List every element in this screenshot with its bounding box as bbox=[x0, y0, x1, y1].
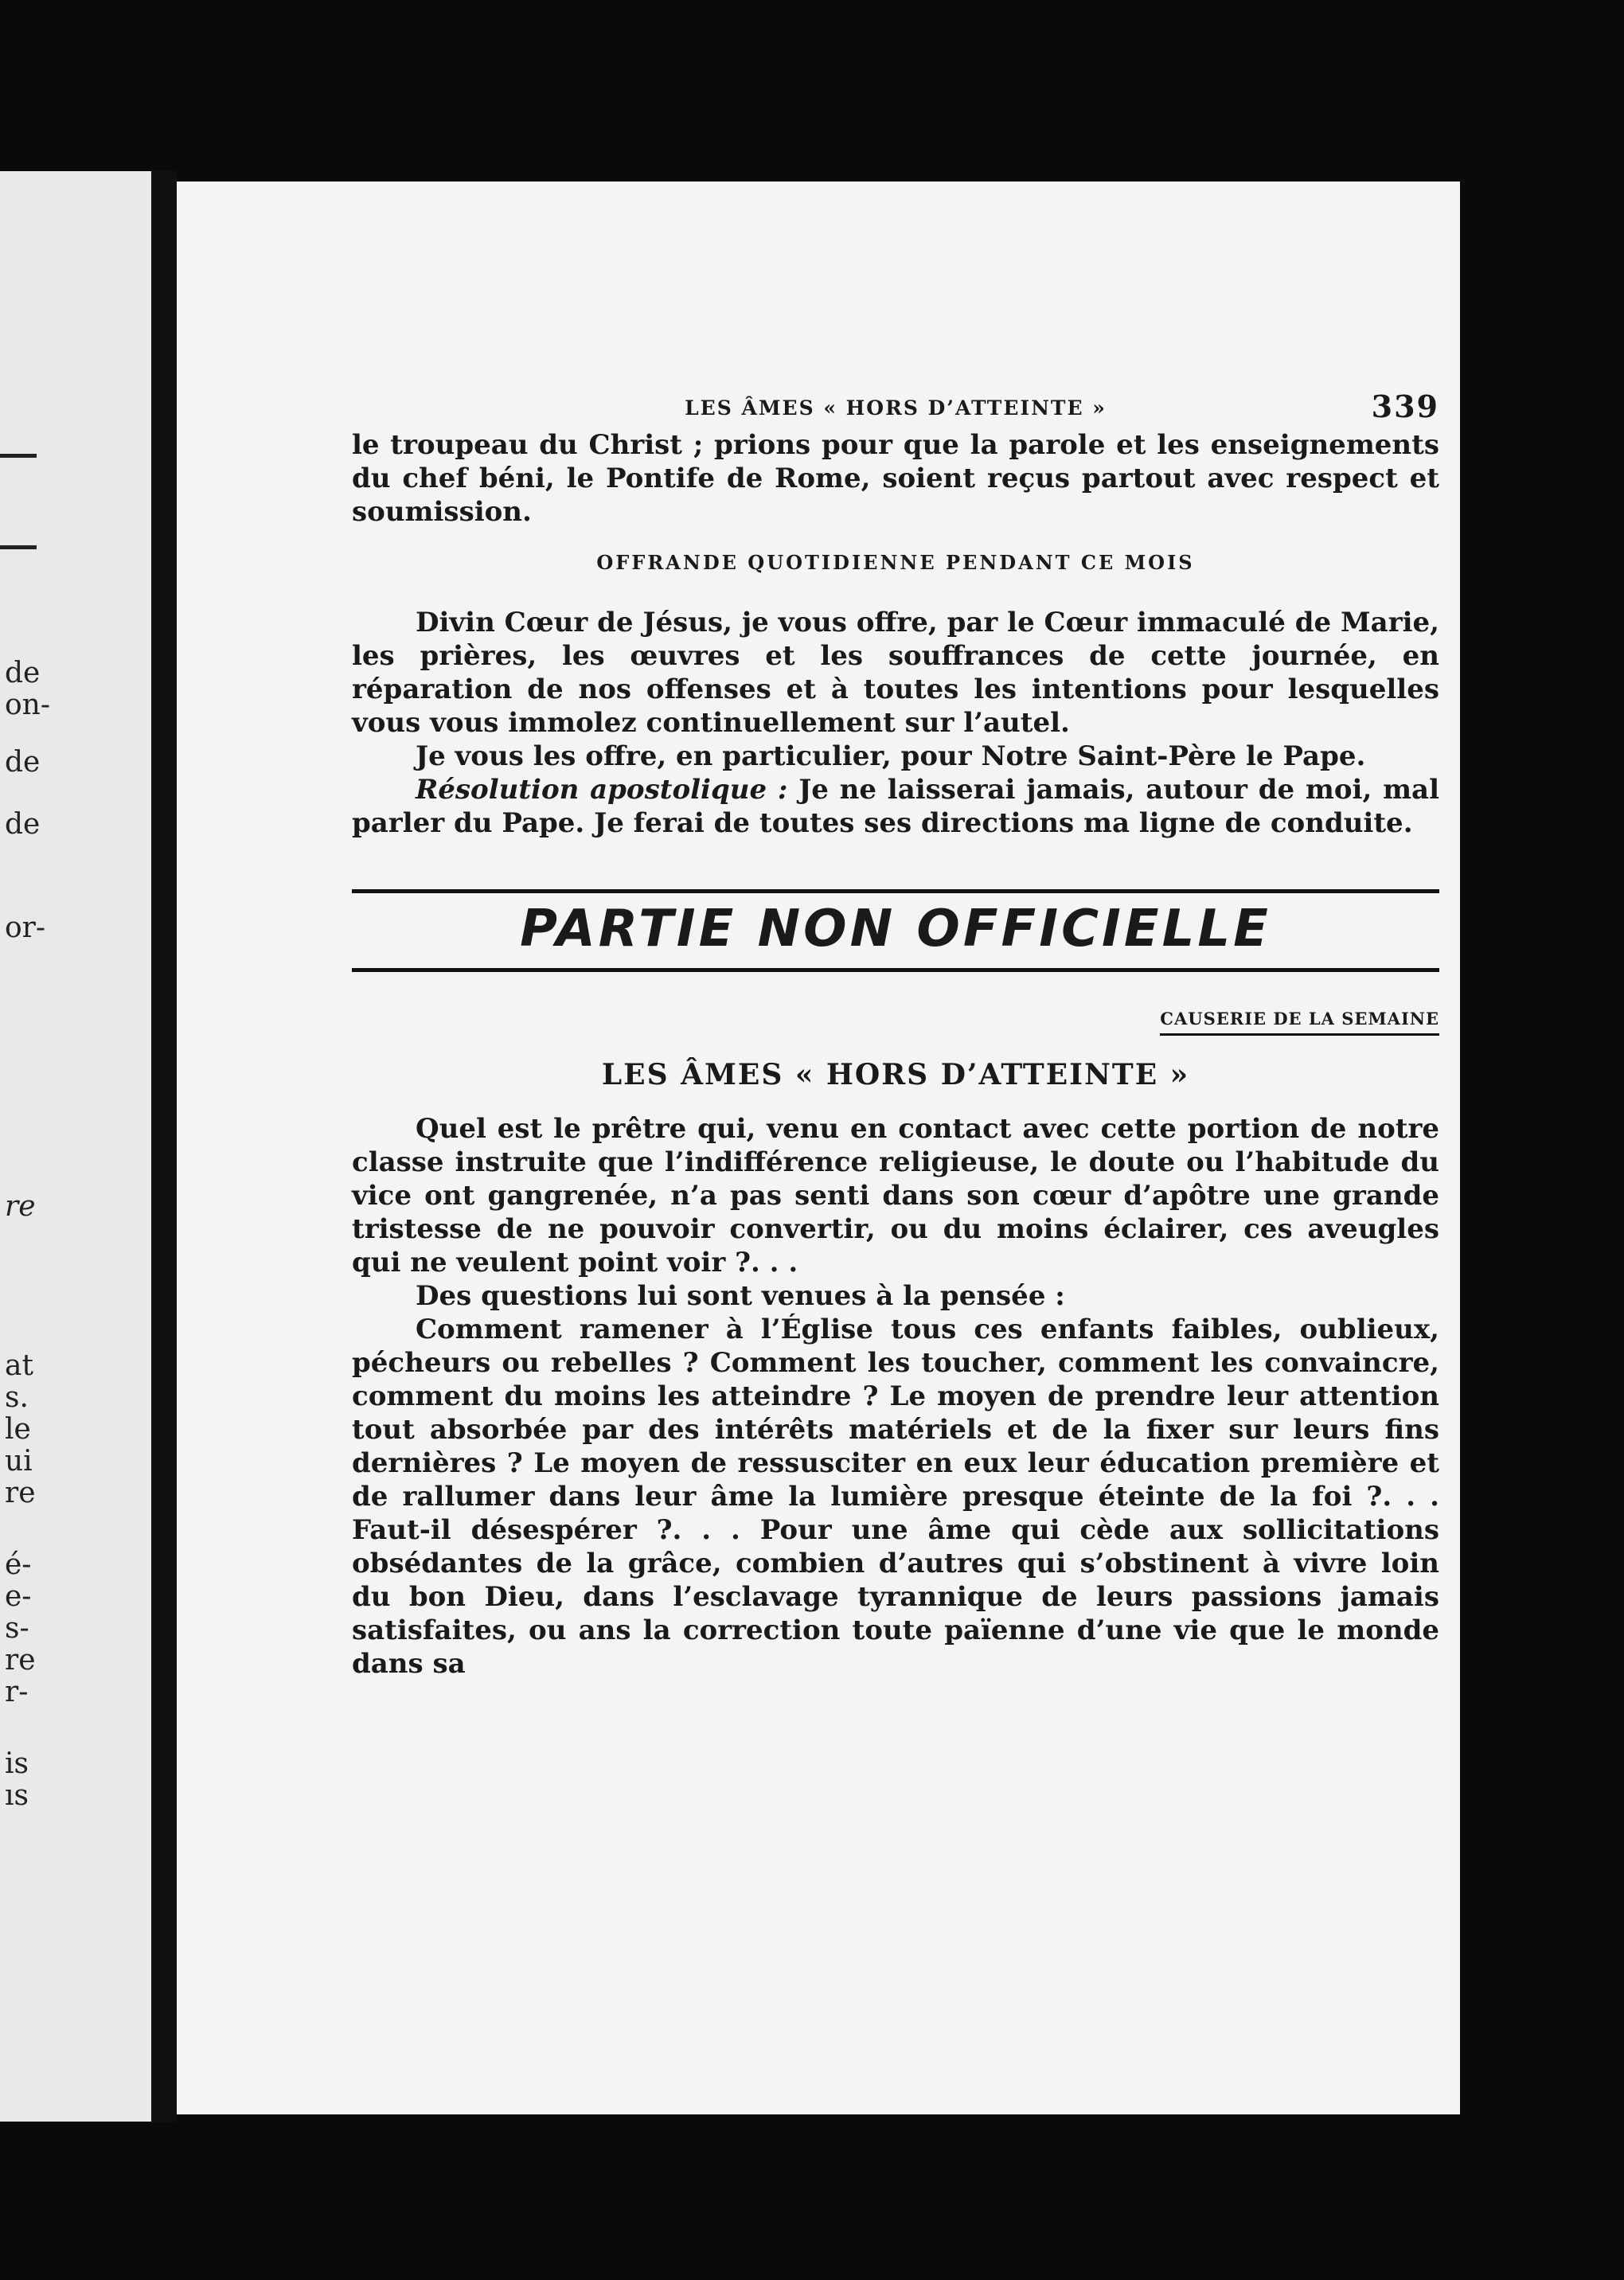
running-head bbox=[352, 388, 1439, 428]
facing-page-fragment: on- bbox=[5, 689, 51, 721]
offrande-paragraph-2: Je vous les offre, en particulier, pour Notre Saint-Père le Pape. bbox=[416, 740, 1366, 772]
facing-page-fragment: re bbox=[5, 1644, 36, 1677]
banner-rule-bottom bbox=[352, 968, 1439, 972]
facing-page-fragment: ui bbox=[5, 1445, 33, 1478]
running-head-title: LES ÂMES « HORS D’ATTEINTE » bbox=[685, 396, 1107, 420]
article-paragraph-2: Des questions lui sont venues à la pensée : bbox=[416, 1280, 1065, 1312]
section-banner-block bbox=[352, 889, 1439, 972]
facing-page-fragment: at bbox=[5, 1349, 33, 1382]
facing-page-fragment: le bbox=[5, 1413, 31, 1446]
resolution-paragraph bbox=[352, 773, 1439, 840]
facing-page-fragment: r- bbox=[5, 1676, 29, 1708]
offrande-paragraph: Divin Cœur de Jésus, je vous offre, par le Cœur immaculé de Marie, les prières, les œuvres et les souffrances de cette journée, en réparation de nos offenses et à toutes les intentions pour lesquelles vous vous immolez continuellement sur l’autel. bbox=[352, 607, 1439, 739]
facing-page-rule bbox=[0, 454, 37, 458]
book-spine bbox=[151, 171, 177, 2122]
intro-paragraph: le troupeau du Christ ; prions pour que la parole et les enseignements du chef béni, le Pontife de Rome, soient reçus partout avec respect et soumission. bbox=[352, 429, 1439, 528]
article-paragraph-3: Comment ramener à l’Église tous ces enfants faibles, oublieux, pécheurs ou rebelles ? Comment les toucher, comment les convaincre, comment du moins les atteindre ? Le moyen de prendre leur attention tout absorbée par des intérêts matériels et de la fixer sur leurs fins dernières ? Le moyen de ressusciter en eux leur éducation première et de rallumer dans leur âme la lumière presque éteinte de la foi ?. . . Faut-il désespérer ?. . . Pour une âme qui cède aux sollicitations obsédantes de la grâce, combien d’autres qui s’obstinent à vivre loin du bon Dieu, dans l’esclavage tyrannique de leurs passions jamais satisfaites, ou ans la correction toute païenne d’une vie que le monde dans sa bbox=[352, 1314, 1439, 1680]
resolution-text: Je ne laisserai jamais, autour de moi, mal parler du Pape. Je ferai de toutes ses directions ma ligne de conduite. bbox=[352, 774, 1439, 839]
facing-page-rule bbox=[0, 545, 37, 549]
facing-page-fragment: de bbox=[5, 657, 41, 689]
facing-page-edge bbox=[0, 171, 159, 2122]
book-page bbox=[177, 182, 1460, 2114]
facing-page-fragment: or- bbox=[5, 912, 46, 944]
facing-page-fragment: de bbox=[5, 808, 41, 841]
facing-page-fragment: e- bbox=[5, 1580, 32, 1613]
facing-page-fragment: s- bbox=[5, 1612, 29, 1645]
causerie-wrap bbox=[352, 1009, 1439, 1036]
facing-page-fragment: re bbox=[5, 1190, 36, 1223]
article-title: LES ÂMES « HORS D’ATTEINTE » bbox=[601, 1058, 1190, 1091]
resolution-label: Résolution apostolique : bbox=[416, 774, 788, 806]
facing-page-fragment: s. bbox=[5, 1381, 29, 1414]
causerie-label: CAUSERIE DE LA SEMAINE bbox=[1160, 1009, 1439, 1036]
page-number: 339 bbox=[1371, 388, 1439, 424]
page-content bbox=[352, 388, 1439, 1681]
article-paragraph-1: Quel est le prêtre qui, venu en contact avec cette portion de notre classe instruite que l’indifférence religieuse, le doute ou l’habitude du vice ont gangrenée, n’a pas senti dans son cœur d’apôtre une grande tristesse de ne pouvoir convertir, ou du moins éclairer, ces aveugles qui ne veulent point voir ?. . . bbox=[352, 1113, 1439, 1279]
offrande-heading: OFFRANDE QUOTIDIENNE PENDANT CE MOIS bbox=[596, 551, 1195, 574]
facing-page-fragment: is bbox=[5, 1747, 29, 1780]
facing-page-fragment: re bbox=[5, 1477, 36, 1509]
facing-page-fragment: de bbox=[5, 746, 41, 779]
facing-page-fragment: é- bbox=[5, 1548, 32, 1581]
facing-page-fragment: ıs bbox=[5, 1779, 29, 1812]
section-banner: PARTIE NON OFFICIELLE bbox=[520, 900, 1271, 958]
